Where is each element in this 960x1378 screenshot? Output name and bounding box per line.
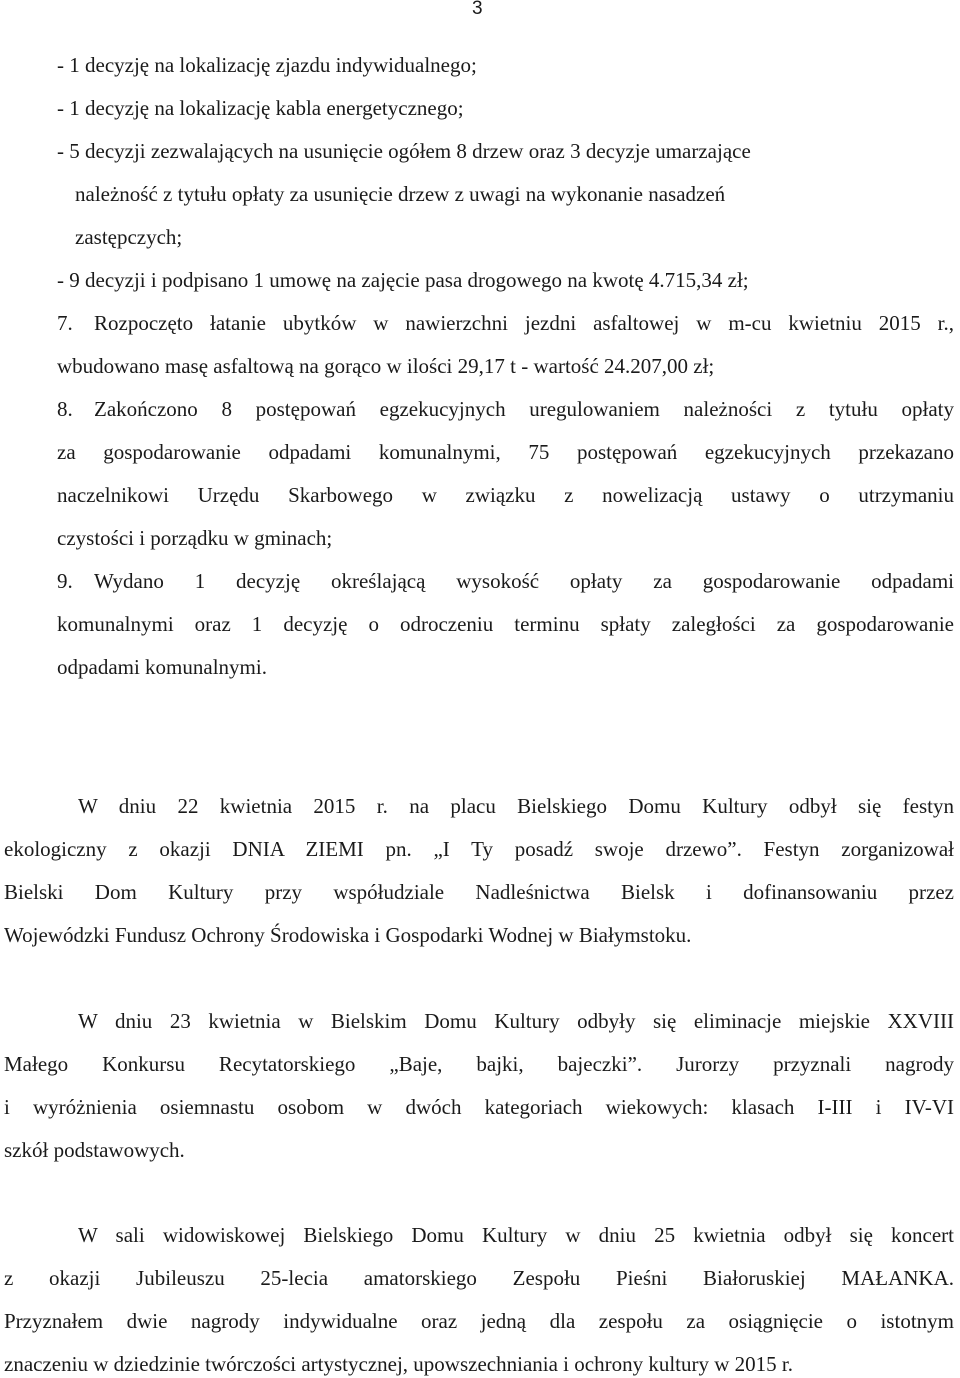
item-text: odpadami komunalnymi. xyxy=(57,655,267,679)
item-text: za gospodarowanie odpadami komunalnymi, 75 postępowań egzekucyjnych przekazano xyxy=(57,440,954,464)
paragraph-line: Małego Konkursu Recytatorskiego „Baje, bajki, bajeczki”. Jurorzy przyznali nagrody xyxy=(4,1052,954,1076)
paragraph-line: Wojewódzki Fundusz Ochrony Środowiska i Gospodarki Wodnej w Białymstoku. xyxy=(4,923,692,947)
paragraph-line: szkół podstawowych. xyxy=(4,1138,185,1162)
page-number: 3 xyxy=(472,0,483,19)
paragraph-line: W sali widowiskowej Bielskiego Domu Kultury w dniu 25 kwietnia odbył się koncert xyxy=(78,1223,954,1247)
item-number: 9. xyxy=(57,569,73,593)
paragraph-line: W dniu 23 kwietnia w Bielskim Domu Kultury odbyły się eliminacje miejskie XXVIII xyxy=(78,1009,954,1033)
list-item-continuation: zastępczych; xyxy=(75,225,183,249)
paragraph-line: znaczeniu w dziedzinie twórczości artystycznej, upowszechniania i ochrony kultury w 2015 r. xyxy=(4,1352,793,1376)
list-item: - 1 decyzję na lokalizację zjazdu indywidualnego; xyxy=(57,53,477,77)
item-number: 8. xyxy=(57,397,73,421)
list-item: - 1 decyzję na lokalizację kabla energetycznego; xyxy=(57,96,464,120)
item-text: Zakończono 8 postępowań egzekucyjnych uregulowaniem należności z tytułu opłaty xyxy=(94,397,954,421)
item-text: wbudowano masę asfaltową na gorąco w ilości 29,17 t - wartość 24.207,00 zł; xyxy=(57,354,715,378)
paragraph-line: i wyróżnienia osiemnastu osobom w dwóch kategoriach wiekowych: klasach I-III i IV-VI xyxy=(4,1095,954,1119)
paragraph-line: ekologiczny z okazji DNIA ZIEMI pn. „I Ty posadź swoje drzewo”. Festyn zorganizował xyxy=(4,837,954,861)
paragraph-line: Przyznałem dwie nagrody indywidualne oraz jedną dla zespołu za osiągnięcie o istotnym xyxy=(4,1309,954,1333)
item-text: komunalnymi oraz 1 decyzję o odroczeniu terminu spłaty zaległości za gospodarowanie xyxy=(57,612,954,636)
item-number: 7. xyxy=(57,311,73,335)
item-text: naczelnikowi Urzędu Skarbowego w związku z nowelizacją ustawy o utrzymaniu xyxy=(57,483,954,507)
item-text: Wydano 1 decyzję określającą wysokość opłaty za gospodarowanie odpadami xyxy=(94,569,954,593)
item-text: Rozpoczęto łatanie ubytków w nawierzchni jezdni asfaltowej w m-cu kwietniu 2015 r., xyxy=(94,311,954,335)
list-item: - 5 decyzji zezwalających na usunięcie ogółem 8 drzew oraz 3 decyzje umarzające xyxy=(57,139,751,163)
paragraph-line: z okazji Jubileuszu 25-lecia amatorskiego Zespołu Pieśni Białoruskiej MAŁANKA. xyxy=(4,1266,954,1290)
item-text: czystości i porządku w gminach; xyxy=(57,526,333,550)
list-item: - 9 decyzji i podpisano 1 umowę na zajęcie pasa drogowego na kwotę 4.715,34 zł; xyxy=(57,268,749,292)
paragraph-line: W dniu 22 kwietnia 2015 r. na placu Bielskiego Domu Kultury odbył się festyn xyxy=(78,794,954,818)
list-item-continuation: należność z tytułu opłaty za usunięcie drzew z uwagi na wykonanie nasadzeń xyxy=(75,182,726,206)
paragraph-line: Bielski Dom Kultury przy współudziale Nadleśnictwa Bielsk i dofinansowaniu przez xyxy=(4,880,954,904)
